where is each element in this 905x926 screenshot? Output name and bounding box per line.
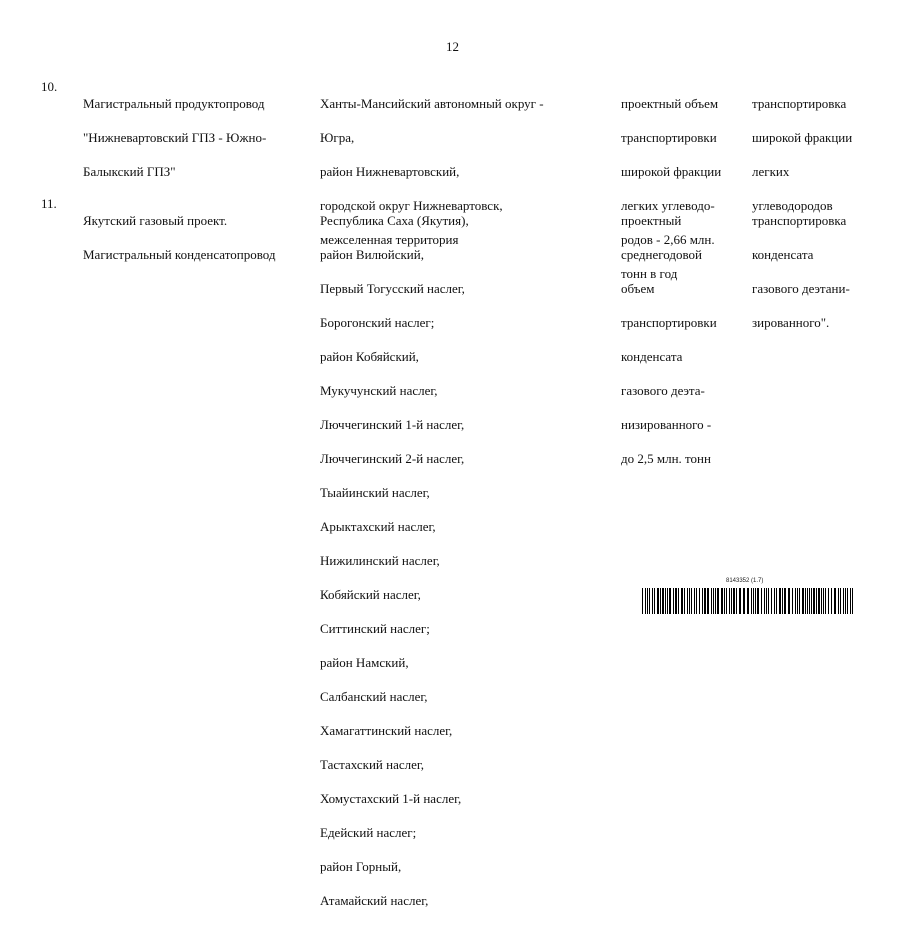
barcode-bar — [845, 588, 846, 614]
barcode-bar — [726, 588, 727, 614]
barcode-bar — [768, 588, 769, 614]
text-line: проектный — [621, 213, 682, 228]
barcode-bar — [823, 588, 824, 614]
barcode-bar — [678, 588, 679, 614]
text-line: широкой фракции — [621, 164, 722, 179]
text-line: транспортировки — [621, 315, 717, 330]
barcode-bar — [809, 588, 810, 614]
text-line: транспортировки — [621, 130, 717, 145]
barcode-bar — [654, 588, 655, 614]
barcode — [642, 588, 857, 614]
text-line: Ситтинский наслег; — [320, 621, 430, 636]
barcode-bar — [843, 588, 844, 614]
barcode-bar — [652, 588, 653, 614]
text-line: "Нижневартовский ГПЗ - Южно- — [83, 130, 267, 145]
barcode-bar — [792, 588, 793, 614]
barcode-bar — [838, 588, 839, 614]
barcode-bar — [795, 588, 796, 614]
barcode-bar — [715, 588, 716, 614]
text-line: Тастахский наслег, — [320, 757, 425, 772]
barcode-bar — [784, 588, 786, 614]
barcode-bar — [665, 588, 666, 614]
barcode-bar — [747, 588, 749, 614]
barcode-bar — [840, 588, 841, 614]
barcode-bar — [807, 588, 808, 614]
barcode-bar — [850, 588, 851, 614]
text-line: Магистральный продуктопровод — [83, 96, 265, 111]
text-line: газового деэтани- — [752, 281, 850, 296]
text-line: родов - 2,66 млн. — [621, 232, 715, 247]
text-line: широкой фракции — [752, 130, 853, 145]
barcode-bar — [776, 588, 777, 614]
text-line: район Намский, — [320, 655, 409, 670]
barcode-bar — [731, 588, 732, 614]
barcode-bar — [736, 588, 737, 614]
barcode-bar — [702, 588, 703, 614]
text-line: район Вилюйский, — [320, 247, 424, 262]
barcode-bar — [764, 588, 765, 614]
row-number: 11. — [41, 196, 57, 211]
barcode-bar — [771, 588, 772, 614]
text-line: Тыайинский наслег, — [320, 485, 430, 500]
text-line: транспортировка — [752, 96, 847, 111]
text-line: Балыкский ГПЗ" — [83, 164, 176, 179]
barcode-bar — [755, 588, 756, 614]
barcode-bar — [711, 588, 712, 614]
barcode-bar — [673, 588, 674, 614]
barcode-bar — [816, 588, 817, 614]
capacity — [621, 195, 739, 484]
barcode-bar — [751, 588, 752, 614]
barcode-bar — [707, 588, 709, 614]
text-line: городской округ Нижневартовск, — [320, 198, 503, 213]
object-name — [83, 195, 315, 280]
barcode-bar — [782, 588, 783, 614]
barcode-bar — [713, 588, 714, 614]
barcode-bar — [761, 588, 762, 614]
text-line: межселенная территория — [320, 232, 459, 247]
text-line: Мукучунский наслег, — [320, 383, 438, 398]
text-line: район Кобяйский, — [320, 349, 419, 364]
barcode-bar — [774, 588, 775, 614]
barcode-bar — [667, 588, 668, 614]
barcode-bar — [717, 588, 719, 614]
text-line: Едейский наслег; — [320, 825, 417, 840]
barcode-bar — [825, 588, 826, 614]
barcode-bar — [757, 588, 759, 614]
barcode-bar — [687, 588, 688, 614]
barcode-bar — [691, 588, 692, 614]
text-line: проектный объем — [621, 96, 719, 111]
text-line: Первый Тогусский наслег, — [320, 281, 465, 296]
barcode-bar — [828, 588, 829, 614]
text-line: среднегодовой — [621, 247, 702, 262]
text-line: до 2,5 млн. тонн — [621, 451, 711, 466]
barcode-bar — [779, 588, 781, 614]
text-line: Югра, — [320, 130, 355, 145]
text-line: Атамайский наслег, — [320, 893, 429, 908]
barcode-bar — [729, 588, 730, 614]
row-number: 10. — [41, 79, 58, 94]
barcode-bar — [681, 588, 683, 614]
text-line: конденсата — [621, 349, 683, 364]
barcode-bar — [802, 588, 804, 614]
barcode-bar — [852, 588, 853, 614]
barcode-bar — [766, 588, 767, 614]
barcode-bar — [704, 588, 706, 614]
barcode-bar — [660, 588, 661, 614]
text-line: Хамагаттинский наслег, — [320, 723, 453, 738]
location — [320, 195, 610, 926]
barcode-bar — [699, 588, 700, 614]
barcode-bar — [739, 588, 741, 614]
text-line: район Нижневартовский, — [320, 164, 460, 179]
text-line: низированного - — [621, 417, 712, 432]
text-line: район Горный, — [320, 859, 402, 874]
text-line: Люччегинский 1-й наслег, — [320, 417, 465, 432]
purpose — [752, 195, 882, 348]
barcode-bar — [645, 588, 646, 614]
document-code: 8143352 (1.7) — [726, 578, 764, 584]
barcode-bar — [696, 588, 697, 614]
barcode-bar — [831, 588, 832, 614]
text-line: легких углеводо- — [621, 198, 715, 213]
barcode-bar — [797, 588, 798, 614]
barcode-bar — [799, 588, 800, 614]
text-line: газового деэта- — [621, 383, 705, 398]
text-line: Республика Саха (Якутия), — [320, 213, 469, 228]
text-line: зированного". — [752, 315, 830, 330]
barcode-bar — [675, 588, 677, 614]
barcode-bar — [642, 588, 643, 614]
text-line: Хомустахский 1-й наслег, — [320, 791, 462, 806]
barcode-bar — [657, 588, 659, 614]
barcode-bar — [788, 588, 790, 614]
text-line: конденсата — [752, 247, 814, 262]
barcode-bar — [743, 588, 745, 614]
text-line: транспортировка — [752, 213, 847, 228]
barcode-bar — [684, 588, 685, 614]
barcode-bar — [847, 588, 848, 614]
barcode-bar — [721, 588, 723, 614]
barcode-bar — [813, 588, 815, 614]
barcode-bar — [818, 588, 820, 614]
barcode-bar — [834, 588, 836, 614]
text-line: Нижилинский наслег, — [320, 553, 440, 568]
text-line: тонн в год — [621, 266, 678, 281]
text-line: Борогонский наслег; — [320, 315, 435, 330]
barcode-bar — [669, 588, 671, 614]
text-line: углеводородов — [752, 198, 833, 213]
barcode-bar — [649, 588, 650, 614]
barcode-bar — [811, 588, 812, 614]
object-name — [83, 78, 315, 197]
barcode-bar — [694, 588, 695, 614]
barcode-bar — [733, 588, 735, 614]
text-line: Салбанский наслег, — [320, 689, 428, 704]
barcode-bar — [689, 588, 690, 614]
text-line: легких — [752, 164, 790, 179]
text-line: Кобяйский наслег, — [320, 587, 421, 602]
text-line: Якутский газовый проект. — [83, 213, 228, 228]
barcode-bar — [805, 588, 806, 614]
barcode-bar — [753, 588, 754, 614]
text-line: Ханты-Мансийский автономный округ - — [320, 96, 544, 111]
barcode-bar — [662, 588, 664, 614]
barcode-bar — [647, 588, 648, 614]
text-line: Люччегинский 2-й наслег, — [320, 451, 465, 466]
page-number: 12 — [446, 39, 459, 54]
text-line: Магистральный конденсатопровод — [83, 247, 276, 262]
text-line: Арыктахский наслег, — [320, 519, 436, 534]
barcode-bar — [821, 588, 822, 614]
barcode-bar — [724, 588, 725, 614]
text-line: объем — [621, 281, 655, 296]
